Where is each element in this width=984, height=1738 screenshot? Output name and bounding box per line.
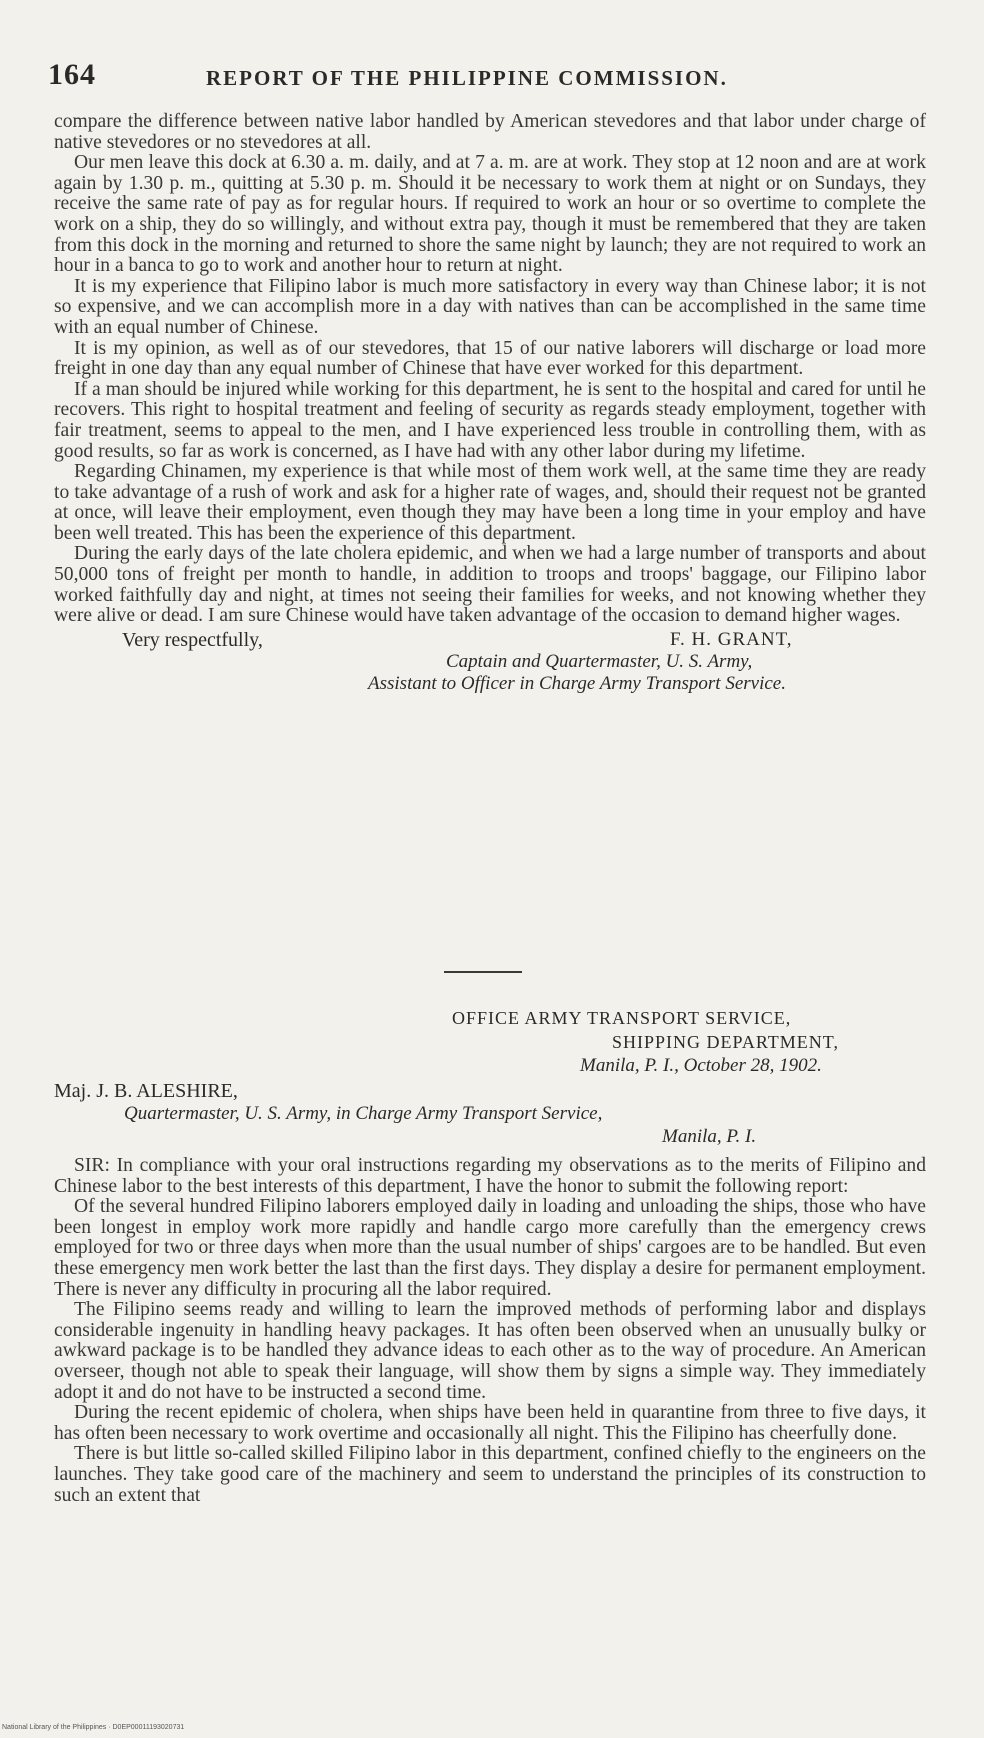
paragraph: It is my opinion, as well as of our stevedores, that 15 of our native laborers will discharge or load more freight in one day than any equal number of Chinese that have ever worked for this department.: [54, 337, 926, 380]
paragraph: During the recent epidemic of cholera, when ships have been held in quarantine from three to five days, it has often been necessary to work overtime and occasionally all night. This the Filipino has cheerfully done.: [54, 1402, 926, 1444]
scan-footer: National Library of the Philippines · D0EP00011193020731: [2, 1724, 185, 1731]
page-header: [46, 58, 926, 98]
addressee-place: Manila, P. I.: [662, 1126, 757, 1147]
paragraph: Our men leave this dock at 6.30 a. m. daily, and at 7 a. m. are at work. They stop at 12 noon and are at work again by 1.30 p. m., quitting at 5.30 p. m. Should it be necessary to work them at night or on Sundays, they receive the same rate of pay as for regular hours. If required to work an hour or so overtime to complete the work on a ship, they do so willingly, and without extra pay, though it must be remembered that they are taken from this dock in the morning and returned to shore the same night by launch; they are not required to work an hour in a banca to go to work and another hour to return at night.: [54, 152, 926, 277]
signer-name: F. H. GRANT,: [670, 628, 793, 650]
signature-block: [54, 627, 926, 713]
addressee-name: Maj. J. B. ALESHIRE,: [54, 1080, 238, 1102]
letterhead-office: OFFICE ARMY TRANSPORT SERVICE,: [452, 1008, 792, 1028]
signer-title: Assistant to Officer in Charge Army Transport Service.: [368, 672, 786, 694]
signer-title: Captain and Quartermaster, U. S. Army,: [446, 650, 753, 672]
paragraph: Regarding Chinamen, my experience is that while most of them work well, at the same time they are ready to take advantage of a rush of work and ask for a higher rate of wages, and, should their request not be granted at once, will leave their employment, even though they may have been a long time in your employ and have been well treated. This has been the experience of this department.: [54, 461, 926, 544]
paragraph: SIR: In compliance with your oral instructions regarding my observations as to the merits of Filipino and Chinese labor to the best interests of this department, I have the honor to submit the following report:: [54, 1155, 926, 1197]
paragraph: There is but little so-called skilled Filipino labor in this department, confined chiefly to the engineers on the launches. They take good care of the machinery and seem to understand the principles of its construction to such an extent that: [54, 1443, 926, 1506]
report-body: [54, 112, 926, 713]
paragraph: If a man should be injured while working for this department, he is sent to the hospital and cared for until he recovers. This right to hospital treatment and feeling of security as regards steady employment, together with fair treatment, seems to appeal to the men, and I have experienced less trouble in controlling them, with as good results, so far as work is concerned, as I have had with any other labor during my lifetime.: [54, 378, 926, 462]
addressee-title: Quartermaster, U. S. Army, in Charge Army Transport Service,: [124, 1103, 603, 1124]
letter: [54, 1008, 926, 1608]
paragraph: During the early days of the late cholera epidemic, and when we had a large number of transports and about 50,000 tons of freight per month to handle, in addition to troops and troops' baggage, our Filipino labor worked faithfully day and night, at times not seeing their families for weeks, and not knowing whether they were alive or dead. I am sure Chinese would have taken advantage of the occasion to demand higher wages.: [54, 543, 926, 627]
closing-phrase: Very respectfully,: [122, 628, 263, 651]
paragraph: It is my experience that Filipino labor is much more satisfactory in every way than Chinese labor; it is not so expensive, and we can accomplish more in a day with natives than can be accomplished in the same time with an equal number of Chinese.: [54, 275, 926, 338]
section-divider: [444, 971, 522, 973]
letter-body: [54, 1156, 926, 1506]
letter-date: Manila, P. I., October 28, 1902.: [580, 1055, 822, 1076]
paragraph: Of the several hundred Filipino laborers employed daily in loading and unloading the ships, those who have been longest in employ work more rapidly and handle cargo more carefully than the emergency crews employed for two or three days when more than the usual number of ships' cargoes are to be handled. But even these emergency men work better the last than the first days. They display a desire for permanent employment. There is never any difficulty in procuring all the labor required.: [54, 1196, 926, 1300]
letterhead-department: SHIPPING DEPARTMENT,: [612, 1032, 839, 1052]
paragraph: compare the difference between native labor handled by American stevedores and that labor under charge of native stevedores or no stevedores at all.: [54, 111, 926, 153]
running-head: REPORT OF THE PHILIPPINE COMMISSION.: [206, 66, 728, 90]
paragraph: The Filipino seems ready and willing to learn the improved methods of performing labor and displays considerable ingenuity in handling heavy packages. It has often been observed when an unusually bulky or awkward package is to be handled they advance ideas to each other as to the way of procedure. An American overseer, though not able to speak their language, will show them by signs a simple way. They immediately adopt it and do not have to be instructed a second time.: [54, 1299, 926, 1403]
page-number: 164: [48, 58, 96, 91]
